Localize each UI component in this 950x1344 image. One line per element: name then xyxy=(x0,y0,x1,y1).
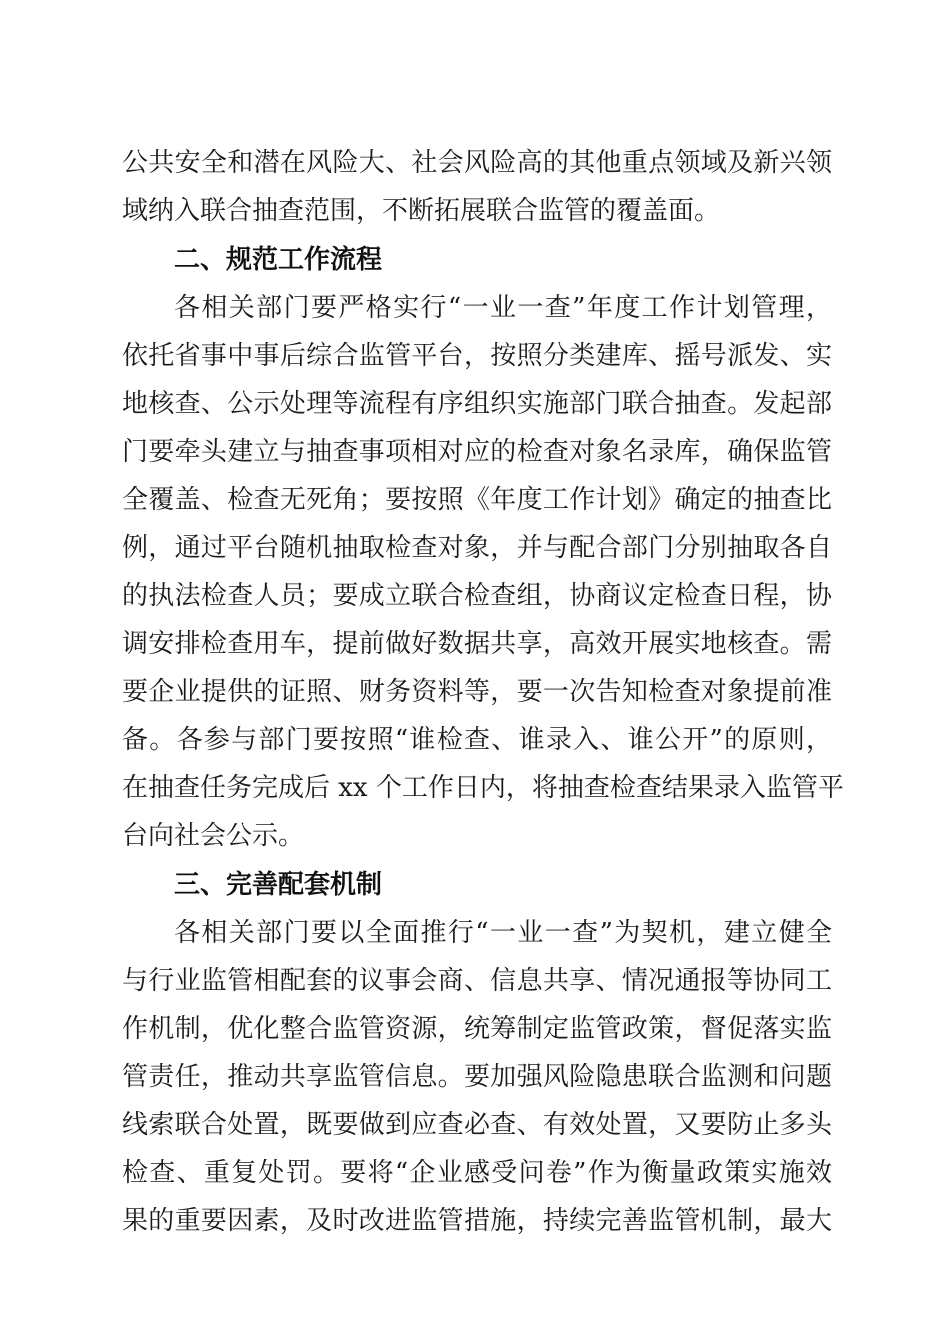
paragraph-line: 要企业提供的证照、财务资料等，要一次告知检查对象提前准 xyxy=(122,677,832,707)
paragraph-line: 在抽查任务完成后 xx 个工作日内，将抽查检查结果录入监管平 xyxy=(122,773,844,803)
paragraph-line: 果的重要因素，及时改进监管措施，持续完善监管机制，最大 xyxy=(122,1206,832,1236)
paragraph-line: 例，通过平台随机抽取检查对象，并与配合部门分别抽取各自 xyxy=(122,533,832,563)
section-heading: 三、完善配套机制 xyxy=(174,870,383,900)
paragraph-line: 各相关部门要严格实行“一业一查”年度工作计划管理， xyxy=(174,293,832,323)
paragraph-line: 地核查、公示处理等流程有序组织实施部门联合抽查。发起部 xyxy=(122,389,832,419)
section-heading: 二、规范工作流程 xyxy=(174,245,383,275)
paragraph-line: 与行业监管相配套的议事会商、信息共享、情况通报等协同工 xyxy=(122,966,832,996)
paragraph-line: 检查、重复处罚。要将“企业感受问卷”作为衡量政策实施效 xyxy=(122,1158,832,1188)
paragraph-line: 域纳入联合抽查范围，不断拓展联合监管的覆盖面。 xyxy=(122,196,721,226)
paragraph-line: 的执法检查人员；要成立联合检查组，协商议定检查日程，协 xyxy=(122,581,832,611)
paragraph-line: 依托省事中事后综合监管平台，按照分类建库、摇号派发、实 xyxy=(122,341,832,371)
paragraph-line: 公共安全和潜在风险大、社会风险高的其他重点领域及新兴领 xyxy=(122,148,832,178)
paragraph-line: 备。各参与部门要按照“谁检查、谁录入、谁公开”的原则， xyxy=(122,725,832,755)
paragraph-line: 全覆盖、检查无死角；要按照《年度工作计划》确定的抽查比 xyxy=(122,485,832,515)
paragraph-line: 台向社会公示。 xyxy=(122,821,305,851)
paragraph-line: 各相关部门要以全面推行“一业一查”为契机，建立健全 xyxy=(174,918,832,948)
paragraph-line: 线索联合处置，既要做到应查必查、有效处置，又要防止多头 xyxy=(122,1110,832,1140)
paragraph-line: 门要牵头建立与抽查事项相对应的检查对象名录库，确保监管 xyxy=(122,437,832,467)
paragraph-line: 调安排检查用车，提前做好数据共享，高效开展实地核查。需 xyxy=(122,629,832,659)
paragraph-line: 管责任，推动共享监管信息。要加强风险隐患联合监测和问题 xyxy=(122,1062,832,1092)
paragraph-line: 作机制，优化整合监管资源，统筹制定监管政策，督促落实监 xyxy=(122,1014,832,1044)
